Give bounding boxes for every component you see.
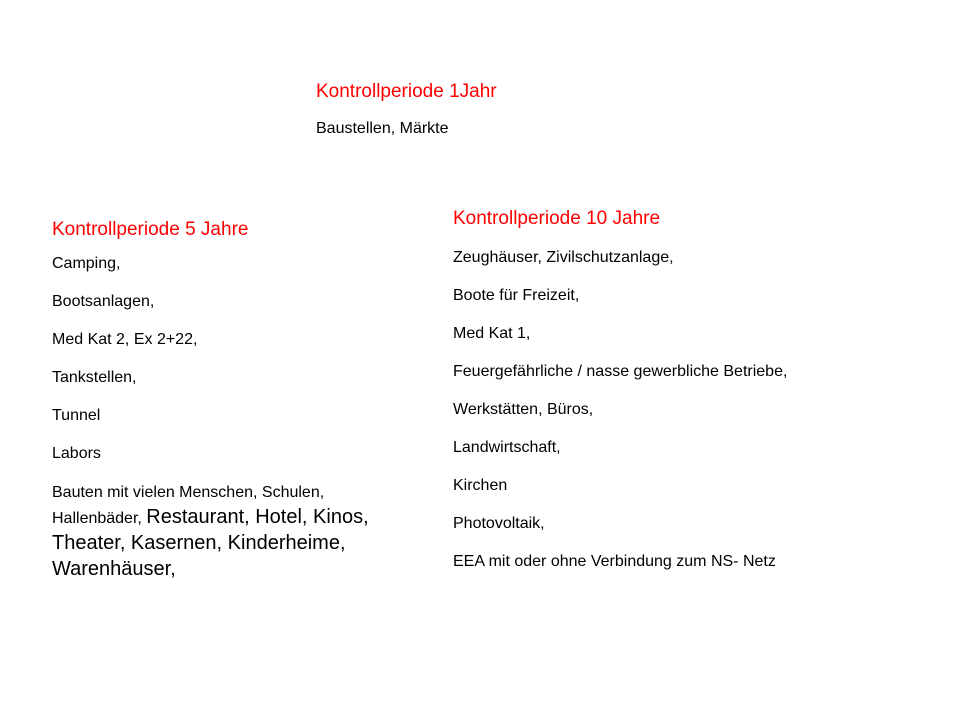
section-10jahre-item: Med Kat 1, <box>453 325 531 342</box>
section-5jahre <box>52 218 412 582</box>
section-10jahre-item: Landwirtschaft, <box>453 439 561 456</box>
section-5jahre-heading: Kontrollperiode 5 Jahre <box>52 219 249 240</box>
section-5jahre-item: Tankstellen, <box>52 369 137 386</box>
section-10jahre-item: Zeughäuser, Zivilschutzanlage, <box>453 249 674 266</box>
section-5jahre-last-item-small: Bauten mit vielen Menschen, Schulen, Hallenbäder, <box>52 484 325 527</box>
section-1jahr-item: Baustellen, Märkte <box>316 120 449 137</box>
section-5jahre-item: Tunnel <box>52 407 101 424</box>
section-10jahre-heading: Kontrollperiode 10 Jahre <box>453 208 661 229</box>
section-1jahr <box>316 80 497 139</box>
section-5jahre-last-item-large: Restaurant, Hotel, Kinos, Theater, Kasernen, Kinderheime, Warenhäuser, <box>52 506 369 580</box>
section-5jahre-item: Camping, <box>52 255 121 272</box>
section-10jahre-item: Kirchen <box>453 477 508 494</box>
section-1jahr-heading: Kontrollperiode 1Jahr <box>316 81 497 102</box>
section-5jahre-item: Labors <box>52 445 101 462</box>
section-5jahre-item: Med Kat 2, Ex 2+22, <box>52 331 198 348</box>
section-5jahre-item: Bootsanlagen, <box>52 293 155 310</box>
section-10jahre-item: Boote für Freizeit, <box>453 287 580 304</box>
section-10jahre <box>453 207 787 572</box>
section-5jahre-last-item <box>52 482 412 582</box>
section-10jahre-item: EEA mit oder ohne Verbindung zum NS- Netz <box>453 553 776 570</box>
section-10jahre-item: Feuergefährliche / nasse gewerbliche Betriebe, <box>453 363 788 380</box>
section-10jahre-item: Werkstätten, Büros, <box>453 401 594 418</box>
section-10jahre-item: Photovoltaik, <box>453 515 545 532</box>
